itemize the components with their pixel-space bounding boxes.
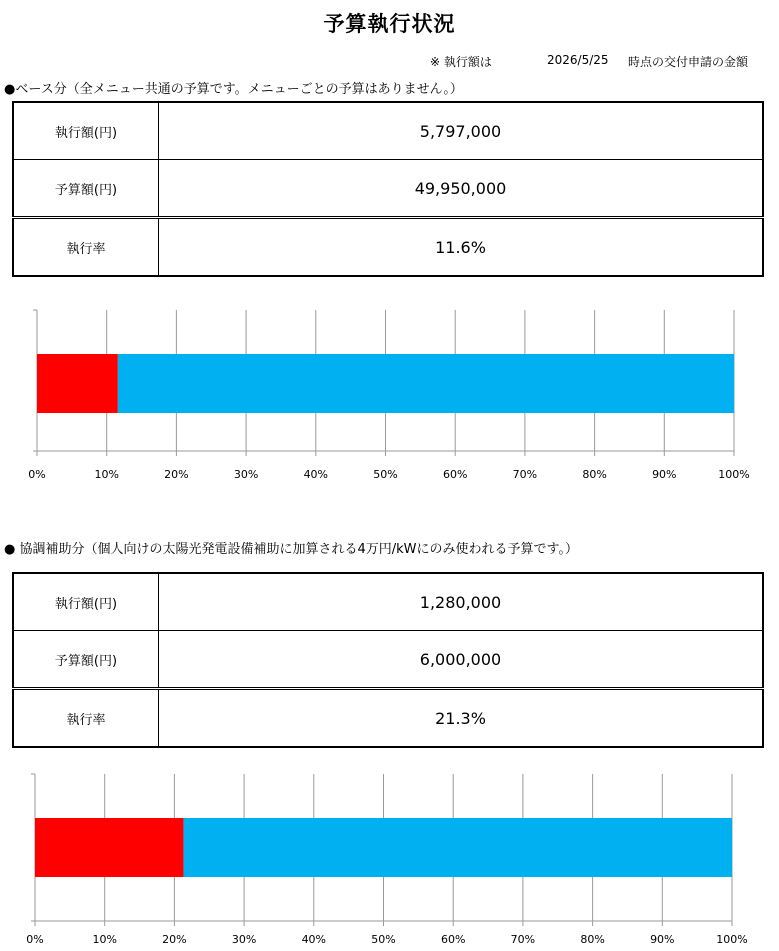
x-tick-label: 90%	[652, 468, 677, 481]
remaining-bar	[183, 818, 732, 877]
budget-amount-value: 49,950,000	[159, 160, 764, 218]
x-tick-label: 10%	[92, 933, 117, 946]
x-tick-label: 70%	[512, 468, 538, 481]
base-budget-table	[12, 101, 764, 277]
executed-amount-value: 5,797,000	[159, 102, 764, 160]
execution-rate-label: 執行率	[13, 218, 159, 277]
table-row	[13, 218, 763, 277]
x-tick-label: 10%	[94, 468, 119, 481]
budget-amount-value: 6,000,000	[159, 631, 764, 689]
cooperative-execution-chart	[0, 764, 779, 951]
budget-amount-label: 予算額(円)	[13, 160, 159, 218]
page-title: 予算執行状況	[323, 12, 456, 36]
x-tick-label: 60%	[442, 468, 468, 481]
executed-bar	[35, 818, 183, 877]
x-tick-label: 80%	[582, 468, 607, 481]
executed-amount-value: 1,280,000	[159, 573, 764, 631]
x-tick-label: 90%	[650, 933, 675, 946]
x-tick-label: 40%	[303, 468, 329, 481]
executed-bar	[37, 354, 118, 413]
note-prefix: ※ 執行額は	[430, 55, 492, 69]
base-execution-chart	[0, 300, 779, 490]
x-tick-label: 70%	[510, 933, 536, 946]
x-tick-label: 0%	[26, 933, 44, 946]
executed-amount-label: 執行額(円)	[13, 102, 159, 160]
execution-rate-label: 執行率	[13, 689, 159, 748]
x-tick-label: 60%	[440, 933, 466, 946]
x-tick-label: 30%	[231, 933, 257, 946]
x-tick-label: 100%	[716, 933, 748, 946]
note-suffix: 時点の交付申請の金額	[628, 55, 749, 69]
x-tick-label: 50%	[371, 933, 396, 946]
x-tick-label: 30%	[233, 468, 259, 481]
x-tick-label: 50%	[373, 468, 398, 481]
execution-rate-value: 21.3%	[159, 689, 764, 748]
table-row	[13, 102, 763, 160]
cooperative-budget-table	[12, 572, 764, 748]
remaining-bar	[118, 354, 734, 413]
x-tick-label: 80%	[580, 933, 605, 946]
x-tick-label: 20%	[164, 468, 189, 481]
execution-rate-value: 11.6%	[159, 218, 764, 277]
table-row	[13, 160, 763, 218]
executed-amount-label: 執行額(円)	[13, 573, 159, 631]
base-section-heading: ●ベース分（全メニュー共通の予算です。メニューごとの予算はありません。）	[4, 82, 463, 97]
table-row	[13, 573, 763, 631]
note-date: 2026/5/25	[547, 53, 609, 67]
x-tick-label: 20%	[162, 933, 187, 946]
x-tick-label: 0%	[28, 468, 46, 481]
table-row	[13, 689, 763, 748]
x-tick-label: 40%	[301, 933, 327, 946]
x-tick-label: 100%	[718, 468, 750, 481]
budget-amount-label: 予算額(円)	[13, 631, 159, 689]
cooperative-section-heading: ● 協調補助分（個人向けの太陽光発電設備補助に加算される4万円/kWにのみ使われる予算です。）	[4, 542, 578, 557]
table-row	[13, 631, 763, 689]
